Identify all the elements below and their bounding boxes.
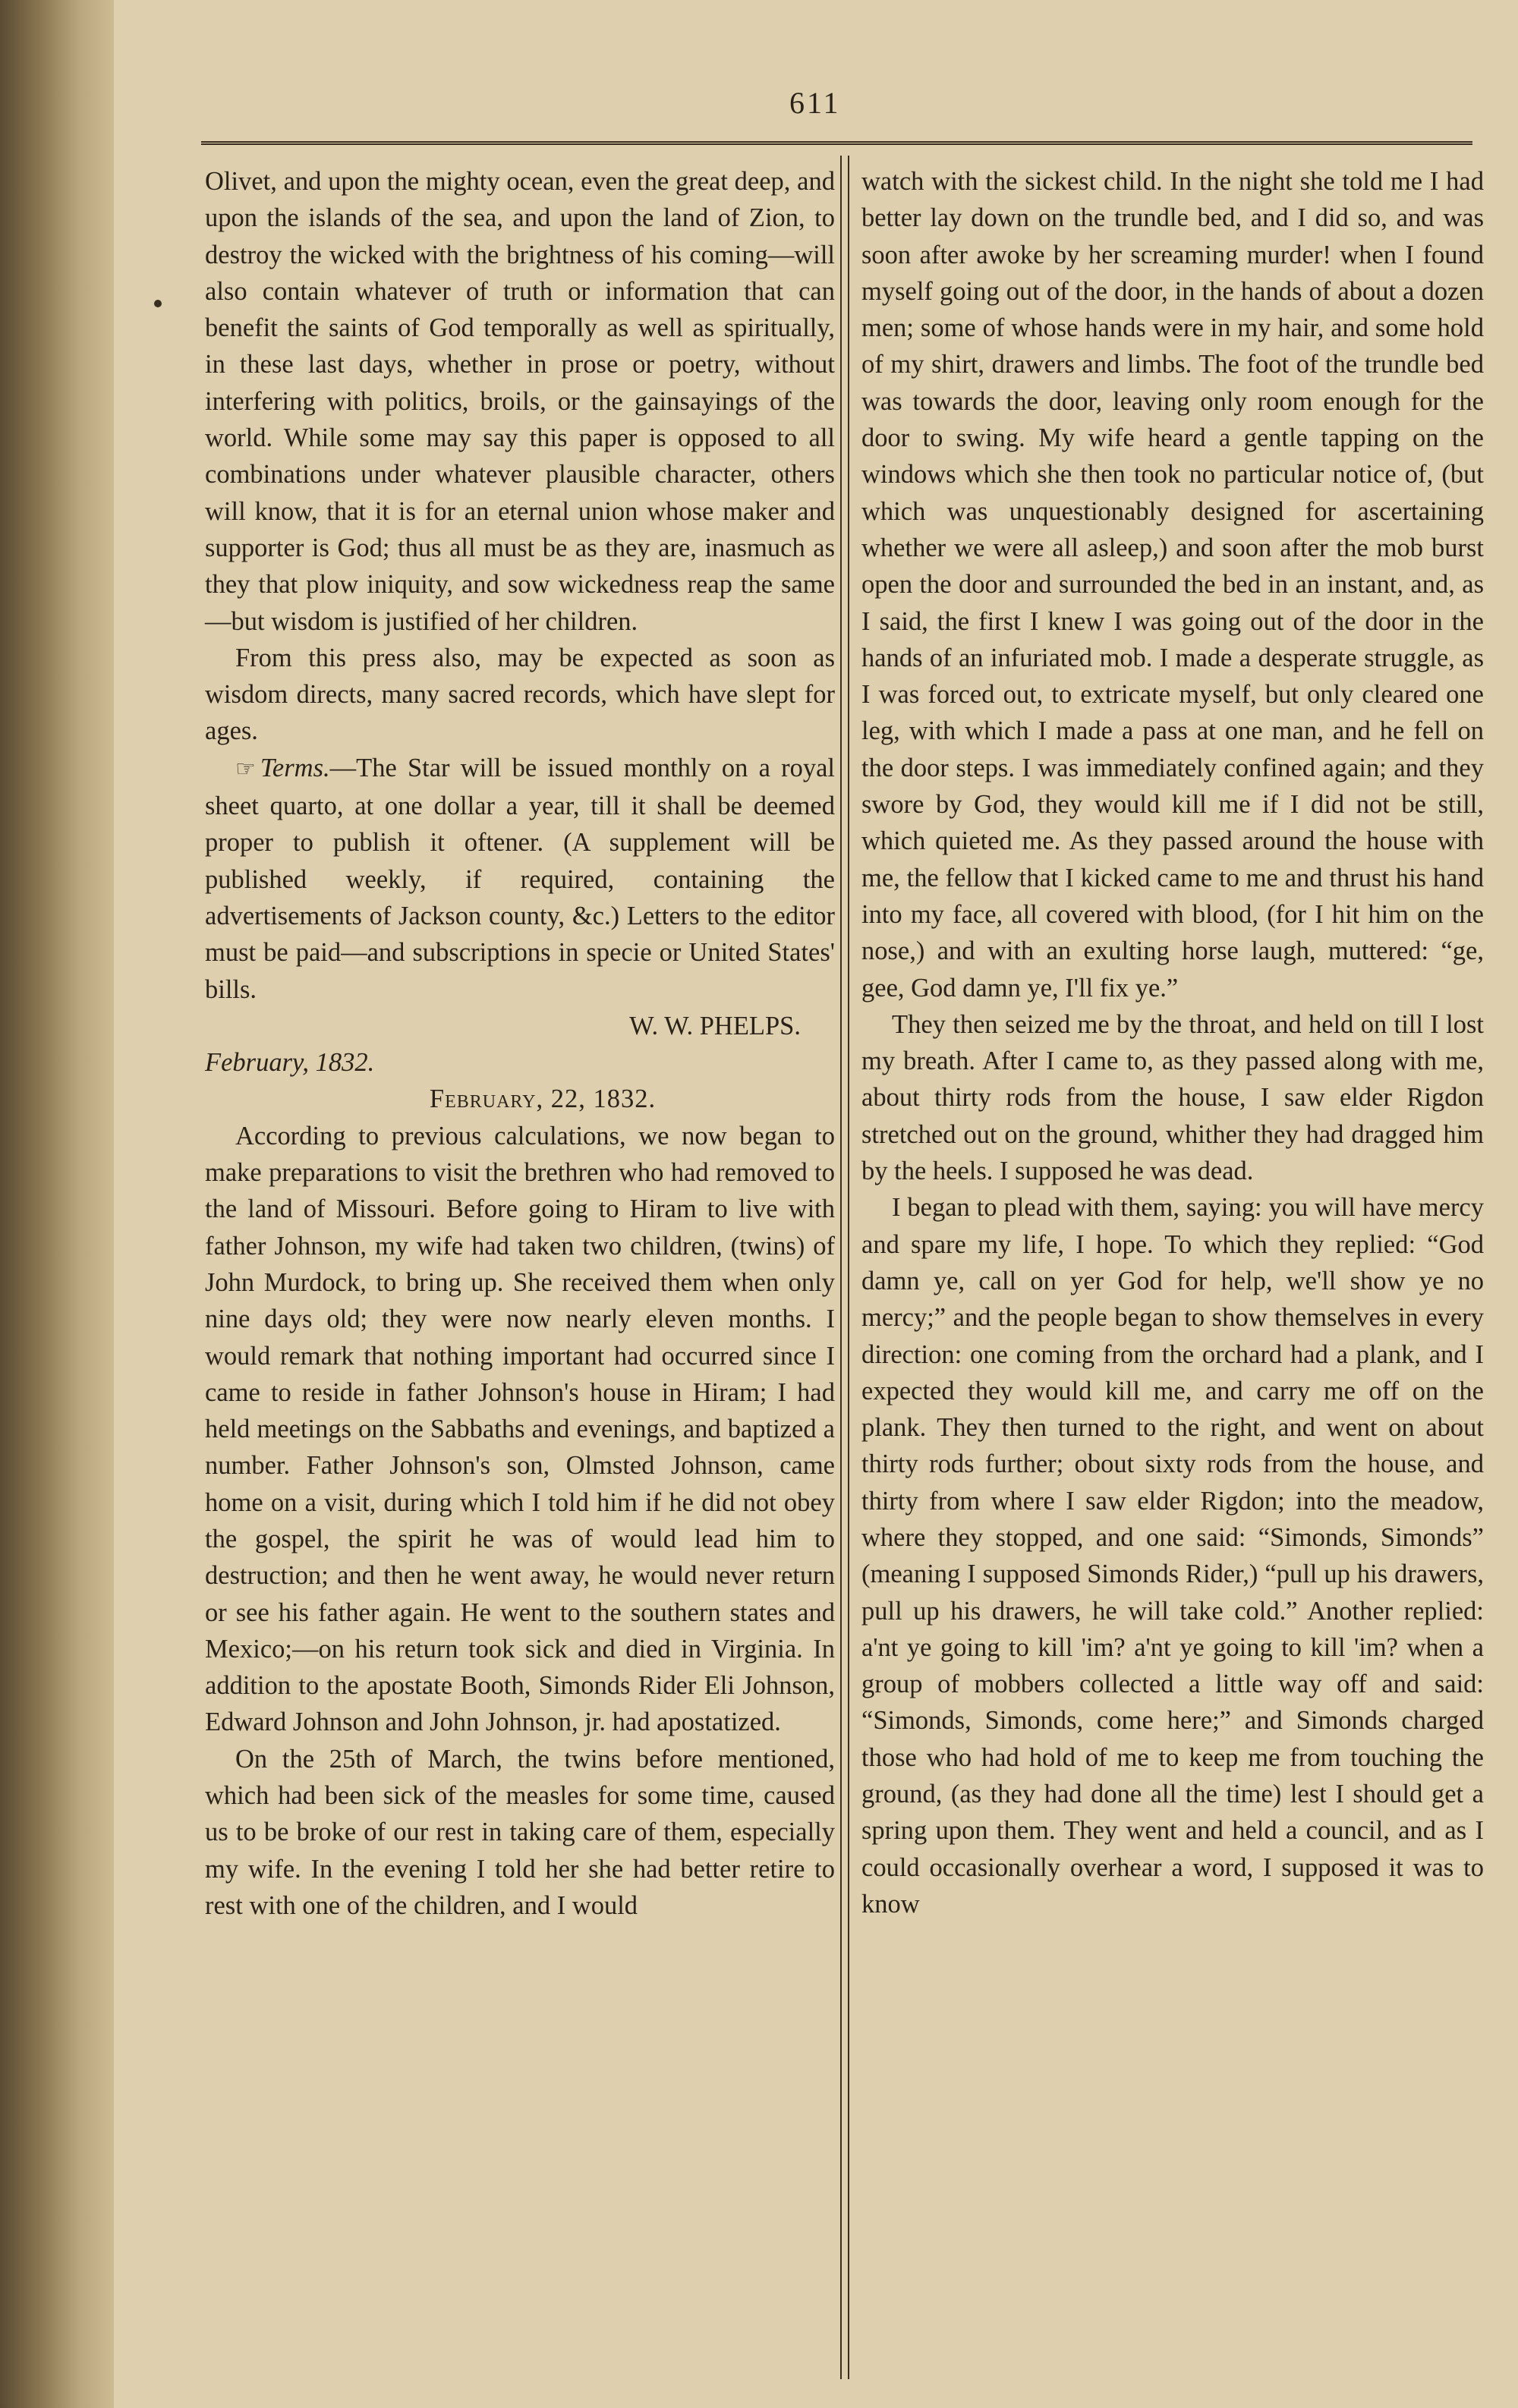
narrative-paragraph-1: According to previous calculations, we now began to make preparations to visit the brethren who had removed to the land of Missouri. Before going to Hiram to live with father Johnson, my wife had taken two children, (twins) of John Murdock, to bring up. She received them when only nine days old; they were now nearly eleven months. I would remark that nothing important had occurred since I came to reside in father Johnson's house in Hiram; I had held meetings on the Sabbaths and evenings, and baptized a number. Father Johnson's son, Olmsted Johnson, came home on a visit, during which I told him if he did not obey the gospel, the spirit he was of would lead him to destruction; and then he went away, he would never return or see his father again. He went to the southern states and Mexico;—on his return took sick and died in Virginia. In addition to the apostate Booth, Simonds Rider Eli Johnson, Edward Johnson and John Johnson, jr. had apostatized. (205, 1121, 835, 1737)
narrative-paragraph-4: They then seized me by the throat, and held on till I lost my breath. After I came to, as they passed along with me, about thirty rods from the house, I saw elder Rigdon stretched out on the ground, whither they had dragged him by the heels. I supposed he was dead. (861, 1009, 1484, 1186)
press-paragraph: From this press also, may be expected as soon as wisdom directs, many sacred records, which have slept for ages. (205, 643, 835, 746)
terms-text: —The Star will be issued monthly on a royal sheet quarto, at one dollar a year, till it shall be deemed proper to publish it oftener. (A supplement will be published weekly, if required, containing the advertisements of Jackson county, &c.) Letters to the editor must be paid—and subscriptions in specie or United States' bills. (205, 753, 835, 1004)
terms-label: Terms. (260, 753, 330, 782)
left-column (205, 163, 835, 1924)
header-rule (201, 141, 1472, 145)
page-number: 611 (789, 86, 841, 120)
intro-paragraph: Olivet, and upon the mighty ocean, even the great deep, and upon the islands of the sea, and upon the land of Zion, to destroy the wicked with the brightness of his coming—will also contain whatever of truth or information that can benefit the saints of God temporally as well as spiritually, in these last days, whether in prose or poetry, without interfering with politics, broils, or the gainsayings of the world. While some may say this paper is opposed to all combinations under whatever plausible character, others will know, that it is for an eternal union whose maker and supporter is God; thus all must be as they are, inasmuch as they that plow iniquity, and sow wickedness reap the same—but wisdom is justified of her children. (205, 167, 835, 636)
column-divider (840, 156, 849, 2379)
narrative-paragraph-3: watch with the sickest child. In the night she told me I had better lay down on the trundle bed, and I did so, and was soon after awoke by her screaming murder! when I found myself going out of the door, in the hands of about a dozen men; some of whose hands were in my hair, and some hold of my shirt, drawers and limbs. The foot of the trundle bed was towards the door, leaving only room enough for the door to swing. My wife heard a gentle tapping on the windows which she then took no particular notice of, (but which was unquestionably designed for ascertaining whether we were all asleep,) and soon after the mob burst open the door and surrounded the bed in an instant, and, as I said, the first I knew I was going out of the door in the hands of an infuriated mob. I made a desperate struggle, as I was forced out, to extricate myself, but only cleared one leg, with which I made a pass at one man, and he fell on the door steps. I was immediately confined again; and they swore by God, they would kill me if I did not be still, which quieted me. As they passed around the house with me, the fellow that I kicked came to me and thrust his hand into my face, all covered with blood, (for I hit him on the nose,) and with an exulting horse laugh, muttered: “ge, gee, God damn ye, I'll fix ye.” (861, 167, 1484, 1003)
date-heading: February, 22, 1832. (429, 1084, 657, 1114)
signature: W. W. PHELPS. (629, 1011, 801, 1040)
dateline: February, 1832. (205, 1048, 375, 1078)
right-column (861, 163, 1484, 1922)
narrative-paragraph-5: I began to plead with them, saying: you will have mercy and spare my life, I hope. To which they replied: “God damn ye, call on yer God for help, we'll show ye no mercy;” and the people began to show themselves in every direction: one coming from the orchard had a plank, and I expected they would kill me, and carry me off on the plank. They then turned to the right, and went on about thirty rods further; obout sixty rods from the house, and thirty from where I saw elder Rigdon; into the meadow, where they stopped, and one said: “Simonds, Simonds” (meaning I supposed Simonds Rider,) “pull up his drawers, pull up his drawers, he will take cold.” Another replied: a'nt ye going to kill 'im? a'nt ye going to kill 'im? when a group of mobbers collected a little way off and said: “Simonds, Simonds, come here;” and Simonds charged those who had hold of me to keep me from touching the ground, (as they had done all the time) lest I should get a spring upon them. They went and held a council, and as I could occasionally overhear a word, I supposed it was to know (861, 1193, 1484, 1919)
terms-paragraph (205, 750, 835, 1008)
ink-spot (154, 300, 162, 307)
narrative-paragraph-2: On the 25th of March, the twins before mentioned, which had been sick of the measles for some time, caused us to be broke of our rest in taking care of them, especially my wife. In the evening I told her she had better retire to rest with one of the children, and I would (205, 1744, 835, 1920)
book-binding-edge (0, 0, 114, 2408)
pointing-hand-icon: ☞ (235, 756, 256, 782)
